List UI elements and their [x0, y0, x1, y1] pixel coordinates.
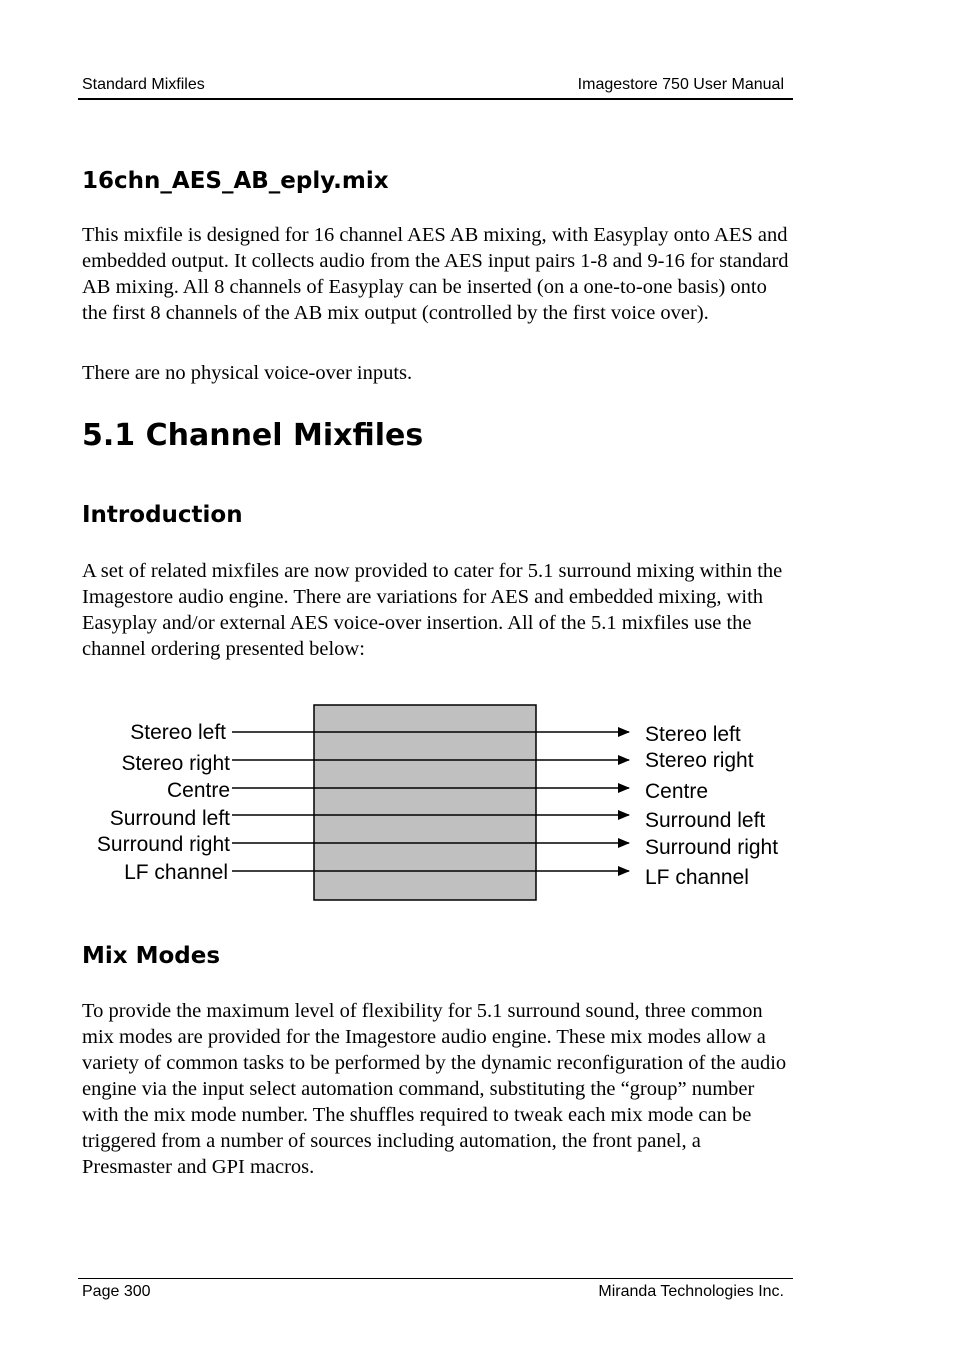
mix-engine-box — [314, 705, 536, 900]
input-channel-label: Stereo left — [130, 721, 226, 744]
header-manual-title: Imagestore 750 User Manual — [577, 76, 784, 93]
output-channel-label: Centre — [645, 780, 709, 803]
input-channel-label: Surround left — [109, 807, 230, 830]
header-section-title: Standard Mixfiles — [82, 76, 205, 93]
input-channel-label: Stereo right — [121, 752, 230, 775]
introduction-heading: Introduction — [82, 502, 243, 528]
mix-modes-paragraph: To provide the maximum level of flexibility for 5.1 surround sound, three common mix modes are provided for the Imagestore audio engine. These mix modes allow a variety of common tasks to be performed by the dynamic reconfiguration of the audio engine via the input select automation command, substituting the “group” number with the mix mode number. The shuffles required to tweak each mix mode can be triggered from a number of sources including automation, the front panel, a Presmaster and GPI macros. — [82, 1000, 787, 1178]
company-name: Miranda Technologies Inc. — [598, 1283, 784, 1300]
output-channel-label: Surround right — [645, 836, 779, 859]
output-channel-label: Surround left — [645, 809, 766, 832]
section-title-51: 5.1 Channel Mixfiles — [82, 418, 424, 453]
introduction-paragraph: A set of related mixfiles are now provided to cater for 5.1 surround mixing within the Imagestore audio engine. There are variations for AES and embedded mixing, with Easyplay and/or external AES voice-over insertion. All of the 5.1 mixfiles use the channel ordering presented below: — [82, 560, 783, 660]
input-channel-label: LF channel — [124, 861, 228, 884]
mix-modes-heading: Mix Modes — [82, 943, 221, 969]
mixfile-description: This mixfile is designed for 16 channel AES AB mixing, with Easyplay onto AES and embedded output. It collects audio from the AES input pairs 1-8 and 9-16 for standard AB mixing. All 8 channels of Easyplay can be inserted (on a one-to-one basis) onto the first 8 channels of the AB mix output (controlled by the first voice over). — [82, 224, 789, 324]
footer-rule — [78, 1278, 793, 1279]
mixfile-heading: 16chn_AES_AB_eply.mix — [82, 168, 389, 194]
page-number: Page 300 — [82, 1283, 151, 1300]
input-channel-label: Surround right — [96, 833, 230, 856]
header-rule — [78, 98, 793, 100]
input-channel-label: Centre — [166, 779, 230, 802]
output-channel-label: Stereo right — [645, 749, 754, 772]
output-channel-label: LF channel — [645, 866, 749, 889]
mixfile-voiceover-note: There are no physical voice-over inputs. — [82, 362, 413, 384]
output-channel-label: Stereo left — [645, 723, 741, 746]
